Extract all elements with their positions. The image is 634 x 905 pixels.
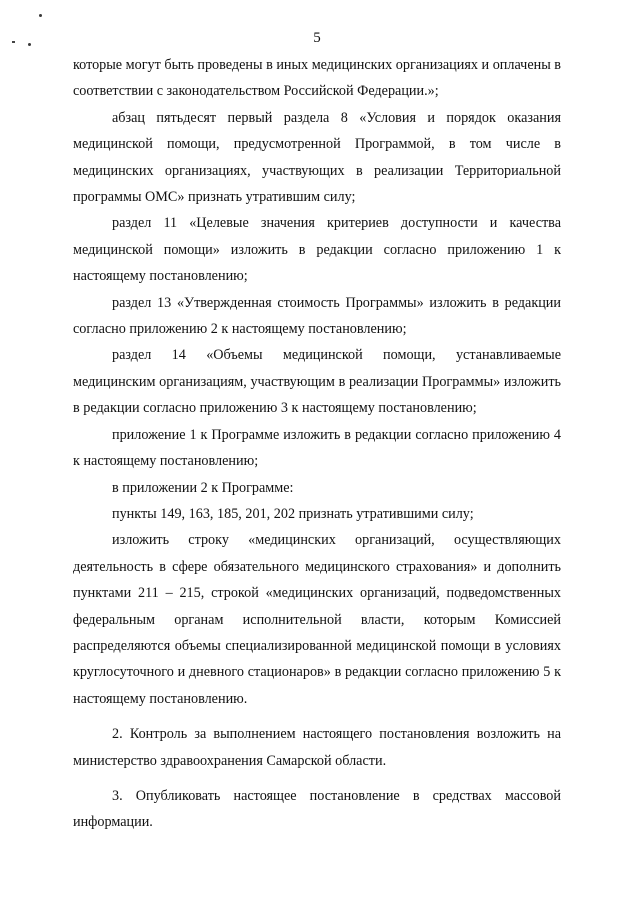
paragraph-row-amendment: изложить строку «медицинских организаций, осуществляющих деятельность в сфере обязательного медицинского страхования» и дополнить пунктами 211 – 215, строкой «медицинских организаций, подведомственных федеральным органам исполнительной власти, которым Комиссией распределяются объемы специализированной медицинской помощи в условиях круглосуточного и дневного стационаров» в редакции согласно приложению 5 к настоящему постановлению. <box>73 532 561 707</box>
paragraph-items-repealed: пункты 149, 163, 185, 201, 202 признать утратившими силу; <box>112 505 474 522</box>
paragraph-appendix-1-amendment: приложение 1 к Программе изложить в редакции согласно приложению 4 к настоящему постановлению; <box>73 426 561 470</box>
document-body <box>73 52 561 836</box>
paragraph-control-clause: 2. Контроль за выполнением настоящего постановления возложить на министерство здравоохранения Самарской области. <box>73 726 561 769</box>
paragraph-appendix-2-intro: в приложении 2 к Программе: <box>112 479 294 496</box>
paragraph-section-8-amendment: абзац пятьдесят первый раздела 8 «Условия и порядок оказания медицинской помощи, предусмотренной Программой, в том числе в медицинских организациях, участвующих в реализации Территориальной программы ОМС» признать утратившим силу; <box>73 109 561 206</box>
scan-artifact-dot <box>39 14 42 17</box>
paragraph-section-14-amendment: раздел 14 «Объемы медицинской помощи, устанавливаемые медицинским организациям, участвующим в реализации Программы» изложить в редакции согласно приложению 3 к настоящему постановлению; <box>73 347 561 417</box>
paragraph-publication-clause: 3. Опубликовать настоящее постановление в средствах массовой информации. <box>73 787 561 831</box>
paragraph-section-11-amendment: раздел 11 «Целевые значения критериев доступности и качества медицинской помощи» изложить в редакции согласно приложению 1 к настоящему постановлению; <box>73 215 561 285</box>
paragraph-section-13-amendment: раздел 13 «Утвержденная стоимость Программы» изложить в редакции согласно приложению 2 к настоящему постановлению; <box>73 294 561 338</box>
paragraph-continuation: которые могут быть проведены в иных медицинских организациях и оплачены в соответствии с законодательством Российской Федерации.»; <box>73 57 561 100</box>
page-number: 5 <box>313 30 321 46</box>
